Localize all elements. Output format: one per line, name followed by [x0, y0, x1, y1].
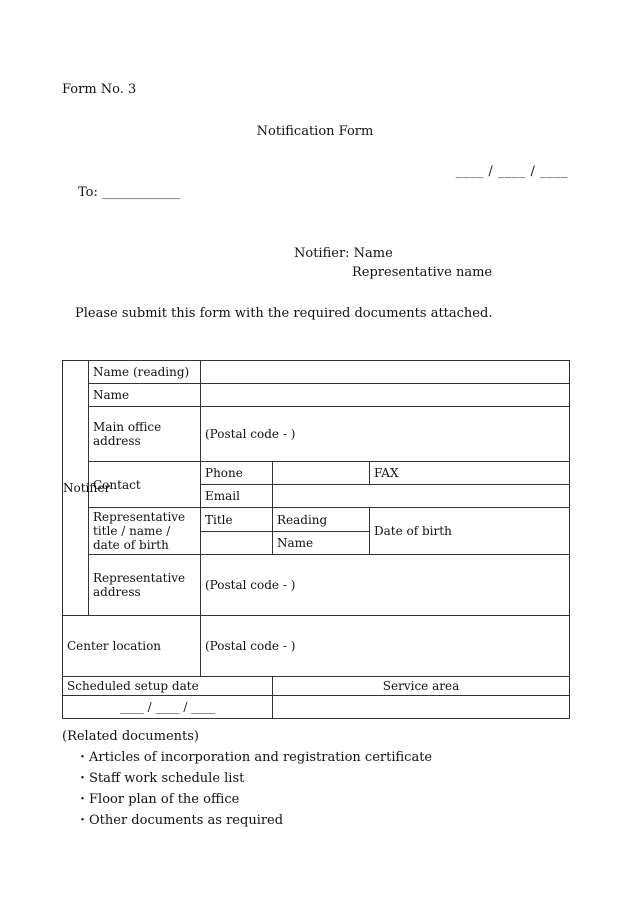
document-title: Notification Form	[256, 124, 374, 139]
attachments	[62, 726, 432, 831]
notification-table	[62, 360, 570, 719]
fax-label: FAX	[370, 462, 570, 485]
area-label: Service area	[273, 677, 570, 696]
name-label: Name	[273, 532, 370, 555]
row-label: Representative title / name / date of birth	[89, 508, 201, 555]
row-label: Center location	[63, 616, 201, 677]
email-label: Email	[201, 485, 273, 508]
row-label: Representative address	[89, 555, 201, 616]
list-item: ・ Articles of incorporation and registration certificate	[76, 747, 432, 768]
notifier-section-head: Notifier	[63, 361, 89, 616]
list-item: ・ Staff work schedule list	[76, 768, 432, 789]
phone-value[interactable]	[273, 462, 370, 485]
date-line: ____ / ____ / ____	[455, 164, 568, 179]
dob-label: Date of birth	[370, 508, 570, 555]
attachments-heading: (Related documents)	[62, 729, 199, 744]
email-value[interactable]	[273, 485, 570, 508]
addressee: To: ____________	[78, 185, 181, 200]
row-label: Name	[89, 384, 201, 407]
representative-label: Representative name	[352, 265, 493, 280]
row-value[interactable]: (Postal code - )	[201, 555, 570, 616]
title-value[interactable]	[201, 532, 273, 555]
phone-label: Phone	[201, 462, 273, 485]
attachments-list	[62, 747, 432, 831]
row-label: Main office address	[89, 407, 201, 462]
scheduled-label: Scheduled setup date	[63, 677, 273, 696]
title-label: Title	[201, 508, 273, 532]
scheduled-value[interactable]: ____ / ____ / ____	[63, 696, 273, 719]
row-value[interactable]	[201, 361, 570, 384]
row-value[interactable]	[201, 384, 570, 407]
row-label: Contact	[89, 462, 201, 508]
notifier-label: Notifier: Name	[294, 246, 393, 261]
area-value[interactable]	[273, 696, 570, 719]
list-item: ・ Floor plan of the office	[76, 789, 432, 810]
intro-text: Please submit this form with the required documents attached.	[75, 306, 493, 321]
form-label: Form No. 3	[62, 82, 137, 97]
reading-label: Reading	[273, 508, 370, 532]
row-value[interactable]: (Postal code - )	[201, 407, 570, 462]
list-item: ・ Other documents as required	[76, 810, 432, 831]
row-label: Name (reading)	[89, 361, 201, 384]
row-value[interactable]: (Postal code - )	[201, 616, 570, 677]
